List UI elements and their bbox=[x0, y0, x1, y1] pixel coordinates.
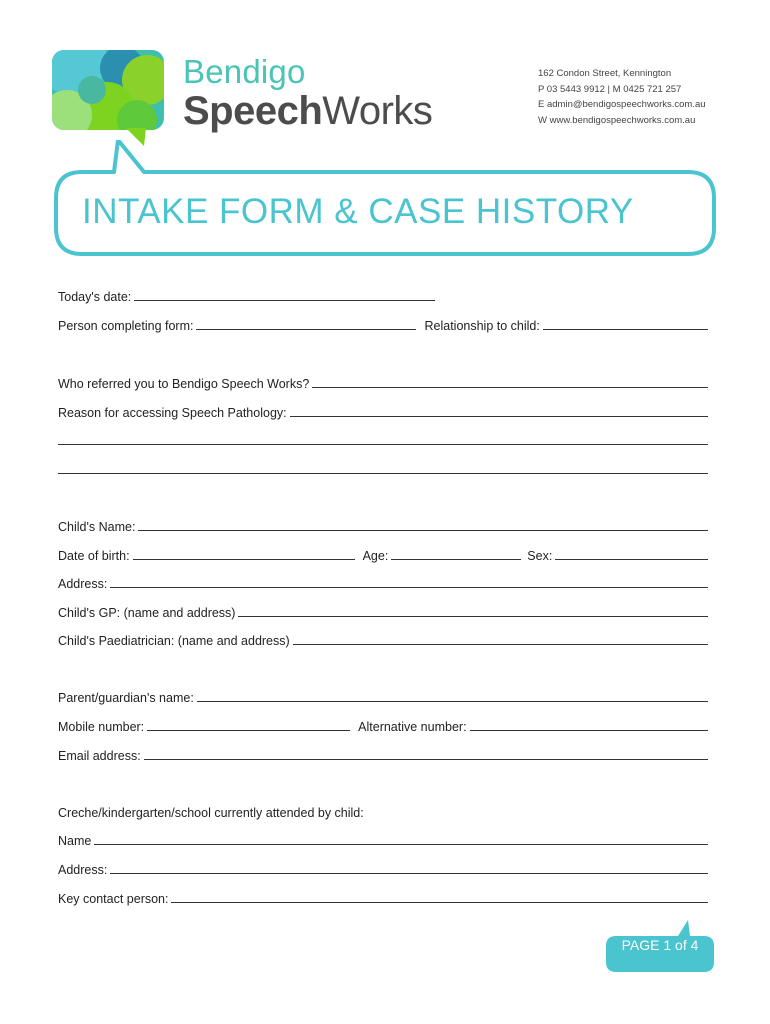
paediatrician-field[interactable] bbox=[293, 643, 708, 645]
todays-date-field[interactable] bbox=[134, 299, 435, 301]
paediatrician-row bbox=[58, 628, 708, 648]
contact-address: 162 Condon Street, Kennington bbox=[538, 68, 672, 79]
gp-field[interactable] bbox=[238, 615, 708, 617]
age-field[interactable] bbox=[391, 558, 521, 560]
alt-number-field[interactable] bbox=[470, 729, 708, 731]
contact-phone: P 03 5443 9912 | M 0425 721 257 bbox=[538, 83, 682, 95]
child-address-row bbox=[58, 571, 708, 591]
sex-label: Sex: bbox=[527, 549, 553, 563]
todays-date-row bbox=[58, 284, 435, 304]
key-contact-field[interactable] bbox=[171, 901, 708, 903]
sex-field[interactable] bbox=[555, 558, 708, 560]
logo-icon bbox=[52, 50, 167, 150]
todays-date-label: Today's date: bbox=[58, 290, 132, 304]
person-completing-field[interactable] bbox=[196, 328, 416, 330]
school-address-label: Address: bbox=[58, 863, 108, 877]
reason-label: Reason for accessing Speech Pathology: bbox=[58, 406, 287, 420]
school-name-label: Name bbox=[58, 834, 92, 848]
dob-label: Date of birth: bbox=[58, 549, 130, 563]
brand-name-line1: Bendigo bbox=[183, 53, 306, 90]
page-indicator: PAGE 1 of 4 bbox=[621, 937, 699, 953]
reason-continued-row bbox=[58, 457, 708, 477]
key-contact-row bbox=[58, 886, 708, 906]
mobile-field[interactable] bbox=[147, 729, 350, 731]
email-field[interactable] bbox=[144, 758, 708, 760]
brand-works: Works bbox=[322, 89, 433, 133]
reason-field-line2[interactable] bbox=[58, 443, 708, 445]
school-name-field[interactable] bbox=[94, 843, 708, 845]
child-name-label: Child's Name: bbox=[58, 520, 136, 534]
child-address-field[interactable] bbox=[110, 586, 708, 588]
dob-row bbox=[58, 543, 708, 563]
contact-web: W www.bendigospeechworks.com.au bbox=[538, 114, 696, 126]
child-name-field[interactable] bbox=[138, 529, 708, 531]
person-completing-row bbox=[58, 313, 708, 333]
referred-label: Who referred you to Bendigo Speech Works? bbox=[58, 377, 310, 391]
relationship-label: Relationship to child: bbox=[424, 319, 540, 333]
email-row bbox=[58, 743, 708, 763]
reason-continued-row bbox=[58, 428, 708, 448]
referred-row bbox=[58, 371, 708, 391]
person-completing-label: Person completing form: bbox=[58, 319, 194, 333]
paediatrician-label: Child's Paediatrician: (name and address) bbox=[58, 634, 290, 648]
age-label: Age: bbox=[362, 549, 389, 563]
brand-logo-text bbox=[183, 54, 432, 132]
page-title: INTAKE FORM & CASE HISTORY bbox=[82, 192, 634, 231]
brand-name-line2 bbox=[183, 90, 432, 132]
school-heading-row bbox=[58, 800, 708, 820]
mobile-label: Mobile number: bbox=[58, 720, 145, 734]
contact-details bbox=[538, 66, 706, 128]
school-address-field[interactable] bbox=[110, 872, 708, 874]
school-name-row bbox=[58, 828, 708, 848]
reason-row bbox=[58, 400, 708, 420]
email-label: Email address: bbox=[58, 749, 141, 763]
reason-field[interactable] bbox=[290, 415, 708, 417]
child-address-label: Address: bbox=[58, 577, 108, 591]
parent-name-label: Parent/guardian's name: bbox=[58, 691, 194, 705]
gp-label: Child's GP: (name and address) bbox=[58, 606, 236, 620]
alt-number-label: Alternative number: bbox=[358, 720, 467, 734]
contact-email: E admin@bendigospeechworks.com.au bbox=[538, 99, 706, 110]
brand-speech: Speech bbox=[183, 89, 323, 133]
referred-field[interactable] bbox=[312, 386, 708, 388]
gp-row bbox=[58, 600, 708, 620]
school-heading: Creche/kindergarten/school currently attended by child: bbox=[58, 806, 364, 820]
parent-name-field[interactable] bbox=[197, 700, 708, 702]
key-contact-label: Key contact person: bbox=[58, 892, 169, 906]
parent-name-row bbox=[58, 685, 708, 705]
reason-field-line3[interactable] bbox=[58, 472, 708, 474]
dob-field[interactable] bbox=[133, 558, 355, 560]
school-address-row bbox=[58, 857, 708, 877]
relationship-field[interactable] bbox=[543, 328, 708, 330]
phone-row bbox=[58, 714, 708, 734]
child-name-row bbox=[58, 514, 708, 534]
